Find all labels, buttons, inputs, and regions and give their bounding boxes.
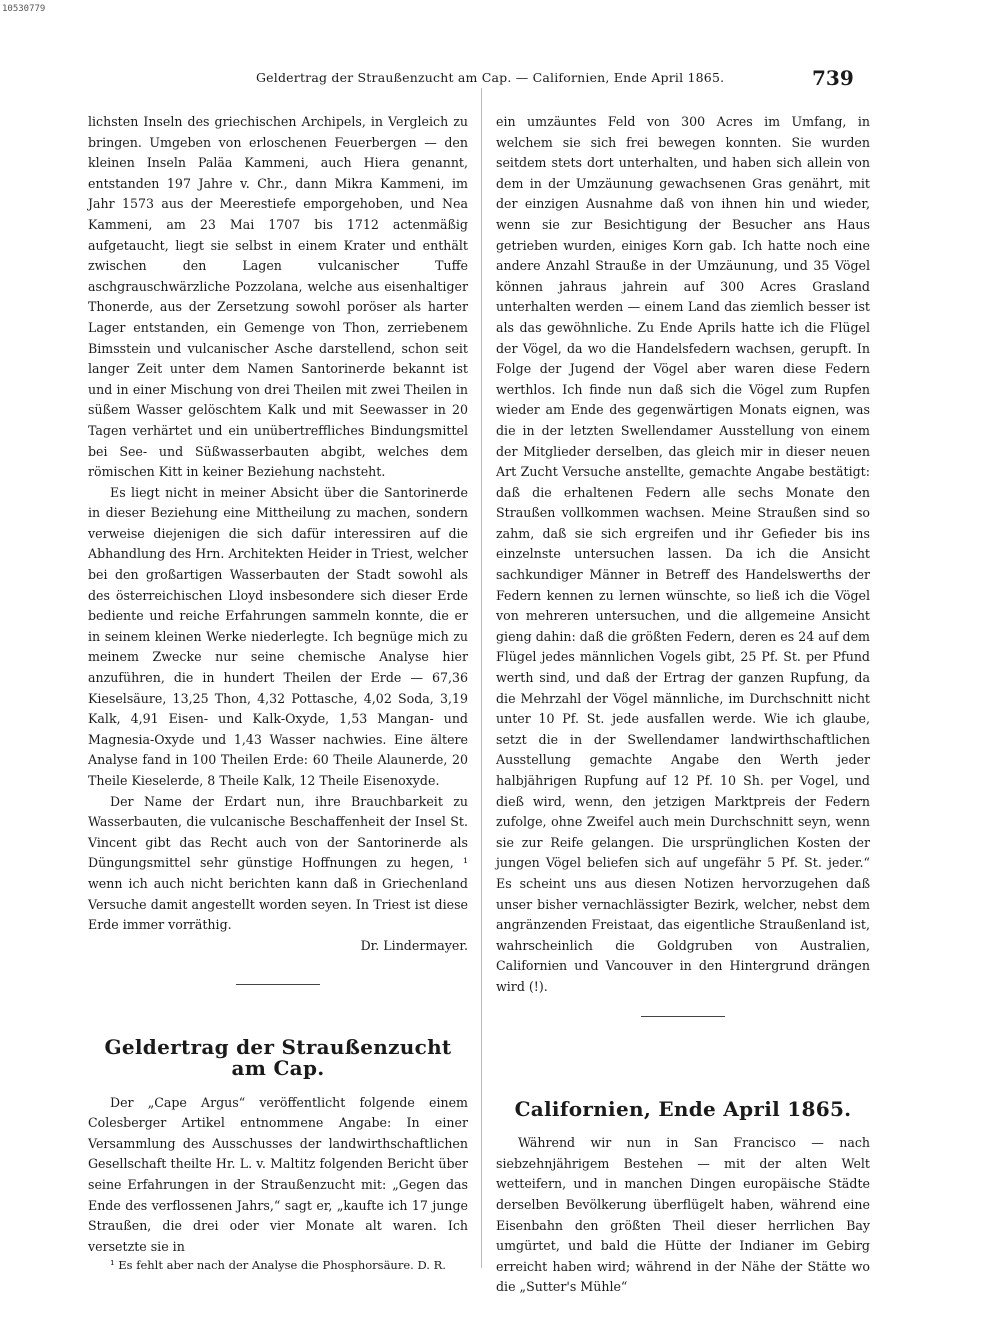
- paragraph: Der „Cape Argus“ veröffentlicht folgende einem Colesberger Artikel entnommene Angabe: In einer Versammlung des Ausschusses der landwirthschaftlichen Gesellschaft theilte Hr. L. v. Maltitz folgenden Bericht über seine Erfahrungen in der Straußenzucht mit: „Gegen das Ende des verflossenen Jahrs,“ sagt er, „kaufte ich 17 junge Straußen, die drei oder vier Monate alt waren. Ich versetzte sie in: [88, 1094, 468, 1254]
- right-column: [496, 112, 870, 1295]
- archive-stamp: 10530779: [2, 4, 46, 14]
- author-signature: Dr. Lindermayer.: [360, 937, 468, 953]
- footnote: ¹ Es fehlt aber nach der Analyse die Phosphorsäure. D. R.: [110, 1258, 446, 1273]
- section-divider: [641, 1016, 725, 1017]
- paragraph: ein umzäuntes Feld von 300 Acres im Umfang, in welchem sie sich frei bewegen konnten. Sie wurden seitdem stets dort unterhalten, und haben sich allein von dem in der Umzäunung gewachsenen Gras genährt, mit der einzigen Ausnahme daß von ihnen hin und wieder, wenn sie zur Besichtigung der Besucher ans Haus getrieben wurden, einiges Korn gab. Ich hatte noch eine andere Anzahl Strauße in der Umzäunung, und 35 Vögel können jahraus jahrein auf 300 Acres Grasland unterhalten werden — einem Land das ziemlich besser ist als das gewöhnliche. Zu Ende Aprils hatte ich die Flügel der Vögel, da wo die Handelsfedern wachsen, gerupft. In Folge der Jugend der Vögel aber waren diese Federn werthlos. Ich finde nun daß sich die Vögel zum Rupfen wieder am Ende des gegenwärtigen Monats eignen, was die in der letzten Swellendamer Ausstellung von einem der Mitglieder derselben, das gleich mir in dieser neuen Art Zucht Versuche anstellte, gemachte Angabe bestätigt: daß die erhaltenen Federn alle sechs Monate den Straußen vollkommen wachsen. Meine Straußen sind so zahm, daß sie sich ergreifen und ihr Gefieder bis ins einzelnste untersuchen lassen. Da ich die Ansicht sachkundiger Männer in Betreff des Handelswerths der Federn kennen zu lernen wünschte, so ließ ich die Vögel von mehreren untersuchen, und die allgemeine Ansicht gieng dahin: daß die größten Federn, deren es 24 auf dem Flügel jedes männlichen Vogels gibt, 25 Pf. St. per Pfund werth sind, und daß der Ertrag der ganzen Rupfung, da die Mehrzahl der Vögel männliche, im Durchschnitt nicht unter 10 Pf. St. jede ausfallen werde. Wie ich glaube, setzt die in der Swellendamer landwirthschaftlichen Ausstellung gemachte Angabe den Werth jeder halbjährigen Rupfung auf 12 Pf. 10 Sh. per Vogel, und dieß wird, wenn, den jetzigen Marktpreis der Federn zufolge, ohne Zweifel auch mein Durchschnitt seyn, wenn sie zur Reife gelangen. Die ursprünglichen Kosten der jungen Vögel beliefen sich auf ungefähr 5 Pf. St. jeder.“ Es scheint uns aus diesen Notizen hervorzugehen daß unser bisher vernachlässigter Bezirk, welcher, nebst dem angränzenden Freistaat, das eigentliche Straußenland ist, wahrscheinlich die Goldgruben von Australien, Californien und Vancouver in den Hintergrund drängen wird (!).: [496, 114, 870, 994]
- paragraph: Während wir nun in San Francisco — nach siebzehnjährigem Bestehen — mit der alten Welt wetteifern, und in manchen Dingen europäische Städte derselben Bevölkerung überflügelt haben, während eine Eisenbahn den größten Theil dieser herrlichen Bay umgürtet, und bald die Hütte der Indianer im Gebirg erreicht haben wird; während in der Nähe der Stätte wo die „Sutter's Mühle“: [496, 1135, 870, 1295]
- paragraph: lichsten Inseln des griechischen Archipels, in Vergleich zu bringen. Umgeben von erloschenen Feuerbergen — den kleinen Inseln Paläa Kammeni, auch Hiera genannt, entstanden 197 Jahre v. Chr., dann Mikra Kammeni, im Jahr 1573 aus der Meerestiefe emporgehoben, und Nea Kammeni, am 23 Mai 1707 bis 1712 actenmäßig aufgetaucht, liegt sie selbst in einem Krater und enthält zwischen den Lagen vulcanischer Tuffe aschgrauschwärzliche Pozzolana, welche aus eisenhaltiger Thonerde, aus der Zersetzung sowohl poröser als harter Lager entstanden, ein Gemenge von Thon, zerriebenem Bimsstein und vulcanischer Asche darstellend, schon seit langer Zeit unter dem Namen Santorinerde bekannt ist und in einer Mischung von drei Theilen mit zwei Theilen in süßem Wasser gelöschtem Kalk und mit Seewasser in 20 Tagen verhärtet und ein unübertreffliches Bindungsmittel bei See- und Süßwasserbauten abgibt, welches dem römischen Kitt in keiner Beziehung nachsteht.: [88, 114, 468, 480]
- running-head: Geldertrag der Straußenzucht am Cap. — Californien, Ende April 1865.: [256, 70, 725, 85]
- paragraph: Es liegt nicht in meiner Absicht über die Santorinerde in dieser Beziehung eine Mittheilung zu machen, sondern verweise diejenigen die sich dafür interessiren auf die Abhandlung des Hrn. Architekten Heider in Triest, welcher bei den großartigen Wasserbauten der Stadt sowohl als des österreichischen Lloyd insbesondere sich dieser Erde bediente und reiche Erfahrungen sammeln konnte, die er in seinem kleinen Werke niederlegte. Ich begnüge mich zu meinem Zwecke nur seine chemische Analyse hier anzuführen, die in hundert Theilen der Erde — 67,36 Kieselsäure, 13,25 Thon, 4,32 Pottasche, 4,02 Soda, 3,19 Kalk, 4,91 Eisen- und Kalk-Oxyde, 1,53 Mangan- und Magnesia-Oxyde und 1,43 Wasser nachwies. Eine ältere Analyse fand in 100 Theilen Erde: 60 Theile Alaunerde, 20 Theile Kieselerde, 8 Theile Kalk, 12 Theile Eisenoxyde.: [88, 484, 468, 788]
- section-title: Geldertrag der Straußenzucht am Cap.: [104, 1035, 452, 1080]
- paragraph: Der Name der Erdart nun, ihre Brauchbarkeit zu Wasserbauten, die vulcanische Beschaffenheit der Insel St. Vincent gibt das Recht auch von der Santorinerde als Düngungsmittel sehr günstige Hoffnungen zu hegen, ¹ wenn ich auch nicht berichten kann daß in Griechenland Versuche damit angestellt worden seyen. In Triest ist diese Erde immer vorräthig.: [88, 793, 468, 933]
- section-title: Californien, Ende April 1865.: [514, 1096, 852, 1121]
- section-divider: [236, 984, 320, 985]
- column-rule: [481, 88, 482, 1268]
- left-column: [88, 112, 468, 1272]
- page-number: 739: [812, 66, 854, 90]
